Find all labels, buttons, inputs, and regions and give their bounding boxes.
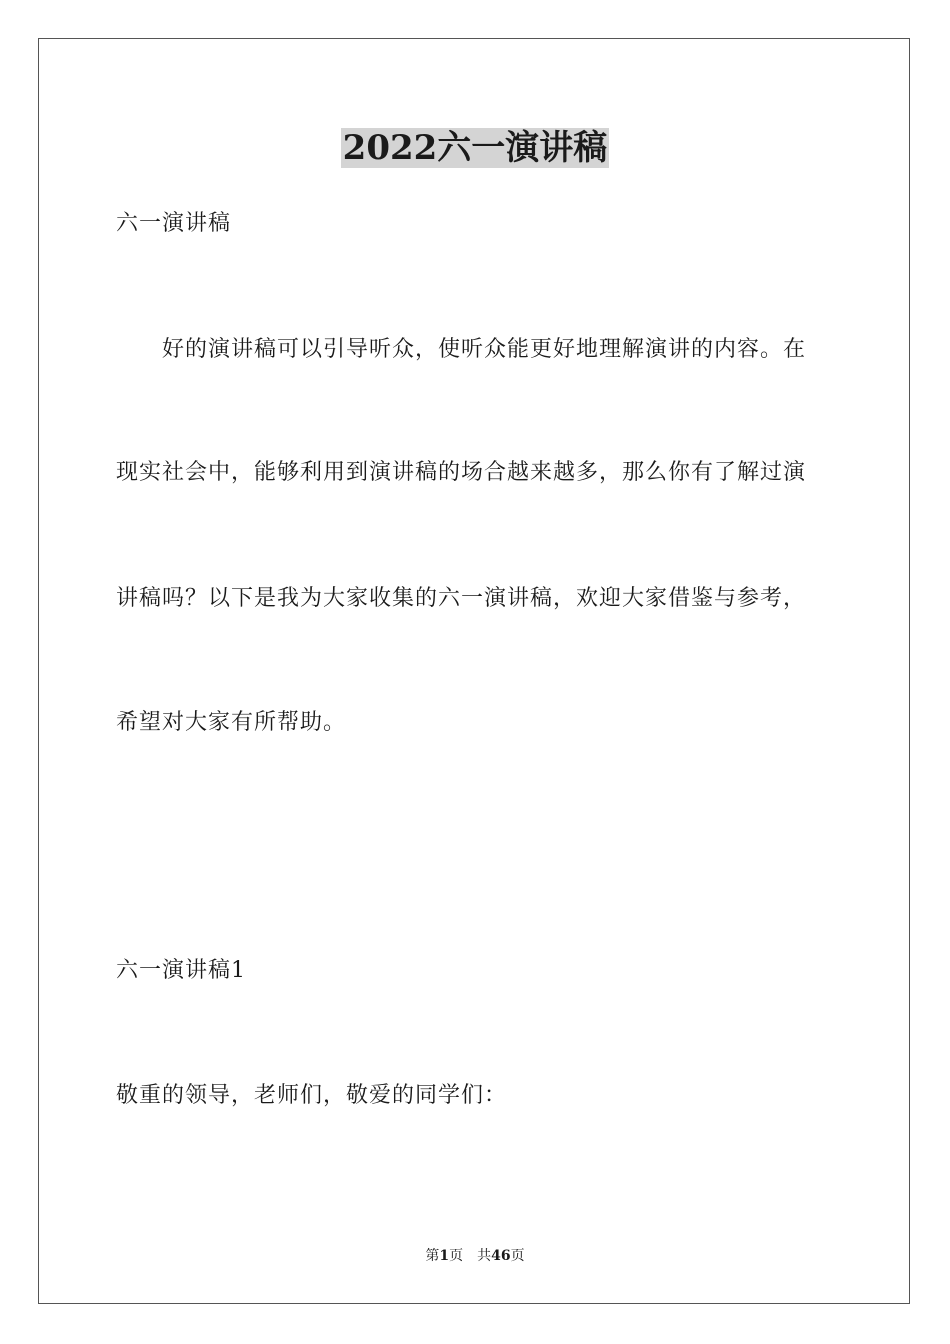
footer-page-prefix: 第	[425, 1248, 440, 1264]
document-title	[0, 126, 950, 170]
salutation: 敬重的领导，老师们，敬爱的同学们：	[116, 1083, 508, 1108]
intro-line-4: 希望对大家有所帮助。	[116, 710, 347, 735]
section-heading: 六一演讲稿1	[116, 958, 246, 983]
intro-line-3: 讲稿吗？以下是我为大家收集的六一演讲稿，欢迎大家借鉴与参考，	[116, 586, 807, 611]
footer-page-suffix: 页	[449, 1248, 464, 1264]
footer-page-number: 1	[439, 1248, 450, 1264]
subtitle: 六一演讲稿	[116, 211, 232, 236]
footer-total-suffix: 页	[510, 1248, 525, 1264]
footer-total-pages: 46	[491, 1248, 511, 1264]
intro-line-2: 现实社会中，能够利用到演讲稿的场合越来越多，那么你有了解过演	[116, 460, 807, 485]
intro-line-1: 好的演讲稿可以引导听众，使听众能更好地理解演讲的内容。在	[162, 337, 807, 362]
page-footer	[0, 1246, 950, 1266]
footer-total-prefix: 共	[477, 1248, 492, 1264]
document-title-text: 2022六一演讲稿	[342, 128, 608, 168]
